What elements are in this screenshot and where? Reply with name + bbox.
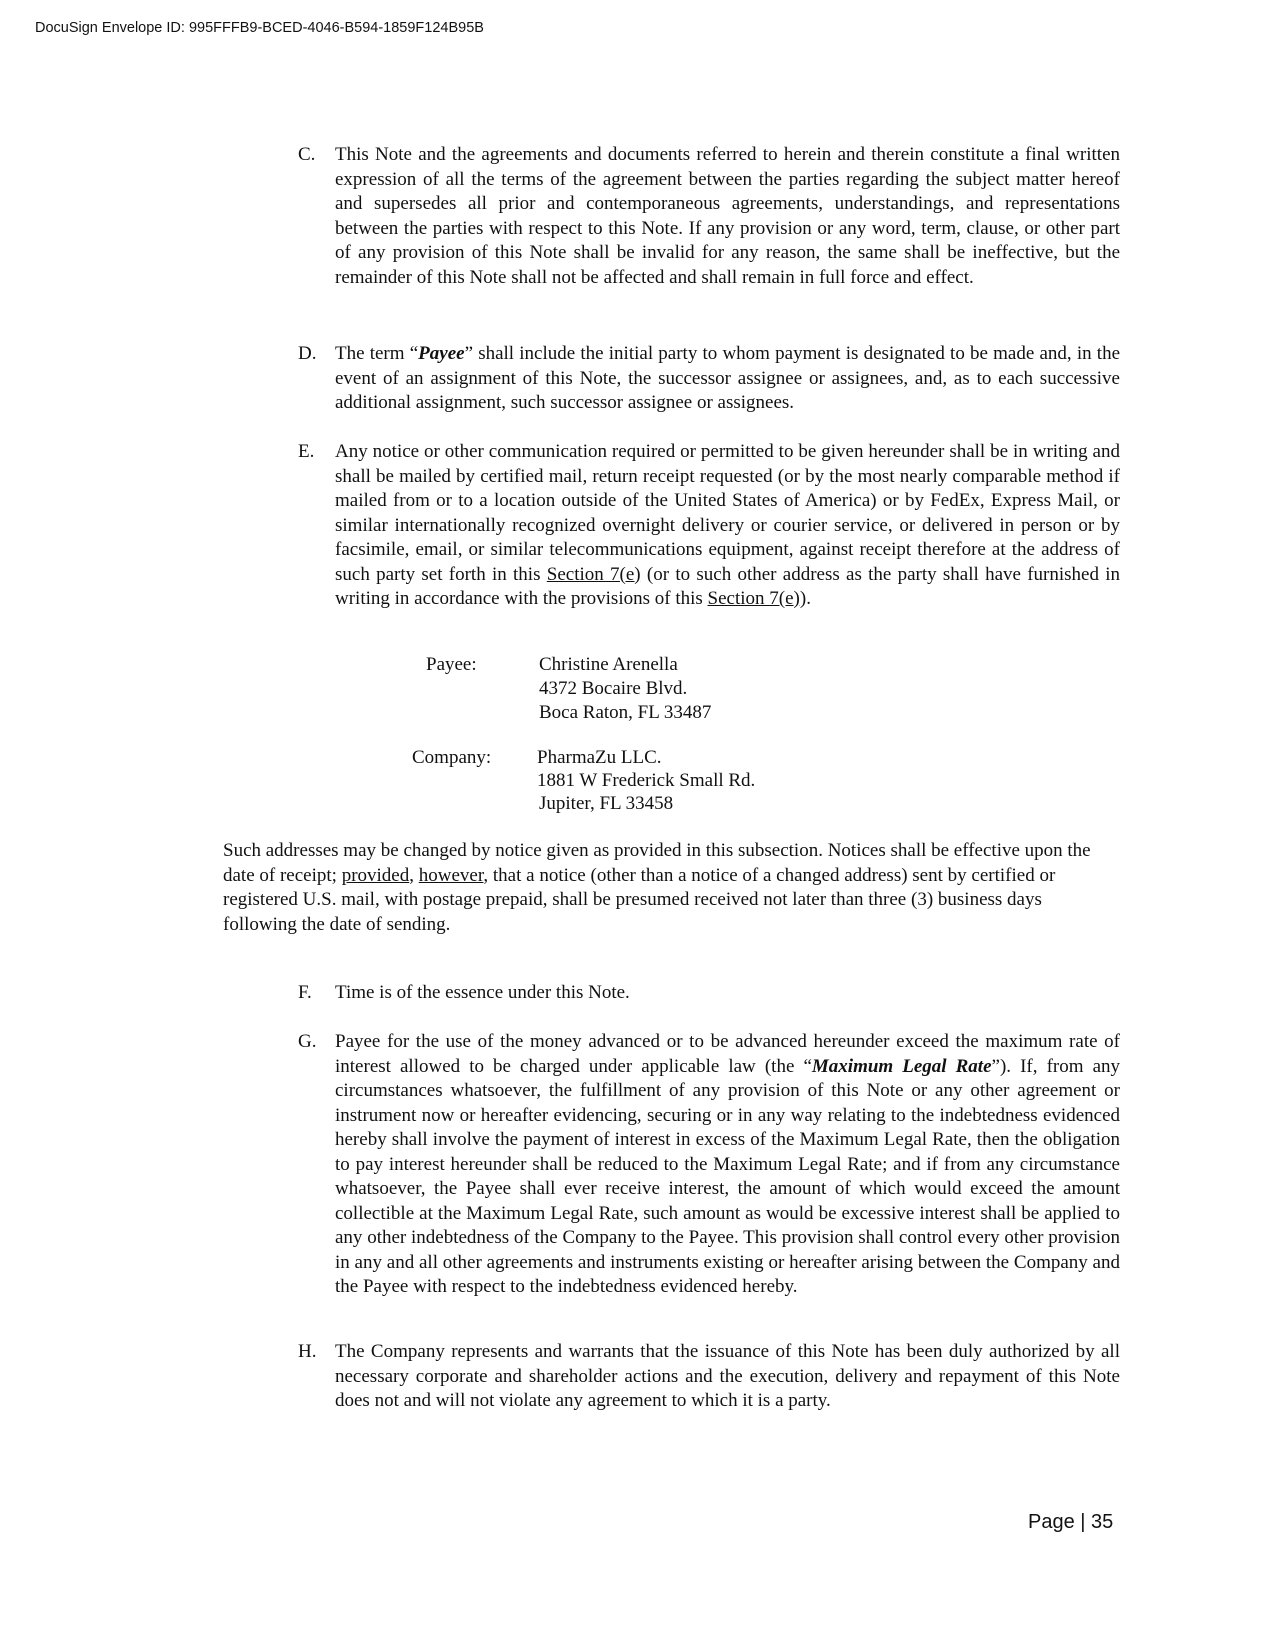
- company-name: PharmaZu LLC.: [537, 747, 662, 768]
- company-street: 1881 W Frederick Small Rd.: [537, 770, 756, 791]
- clause-letter: H.: [298, 1341, 317, 1362]
- section-reference: Section 7(e): [546, 563, 641, 585]
- clause-f: [298, 981, 1120, 1006]
- notice-paragraph: Such addresses may be changed by notice given as provided in this subsection. Notices shall be effective upon the date of receipt; provided, however, that a notice (other than a notice of a changed address) sent by certified or registered U.S. mail, with postage prepaid, shall be presumed received not later than three (3) business days following the date of sending.: [223, 840, 1091, 935]
- however-term: however: [418, 864, 484, 886]
- clause-letter: E.: [298, 441, 315, 462]
- defined-term-payee: Payee: [418, 343, 465, 364]
- page-number: Page | 35: [1028, 1511, 1114, 1533]
- clause-d: [298, 342, 1120, 416]
- payee-city: Boca Raton, FL 33487: [539, 702, 712, 723]
- clause-letter: C.: [298, 144, 316, 165]
- clause-e: [298, 440, 1120, 612]
- payee-label: Payee:: [426, 654, 477, 675]
- payee-street: 4372 Bocaire Blvd.: [539, 678, 688, 699]
- clause-text: The Company represents and warrants that the issuance of this Note has been duly authorized by all necessary corporate and shareholder actions and the execution, delivery and repayment of this Note does not and will not violate any agreement to which it is a party.: [335, 1341, 1120, 1411]
- provided-term: provided: [341, 864, 410, 886]
- clause-text: Payee for the use of the money advanced or to be advanced hereunder exceed the maximum rate of interest allowed to be charged under applicable law (the “Maximum Legal Rate”). If, from any circumstances whatsoever, the fulfillment of any provision of this Note or any other agreement or instrument now or hereafter evidencing, securing or in any way relating to the indebtedness evidenced hereby shall involve the payment of interest in excess of the Maximum Legal Rate, then the obligation to pay interest hereunder shall be reduced to the Maximum Legal Rate; and if from any circumstance whatsoever, the Payee shall ever receive interest, the amount of which would exceed the amount collectible at the Maximum Legal Rate, such amount as would be excessive interest shall be applied to any other indebtedness of the Company to the Payee. This provision shall control every other provision in any and all other agreements and instruments existing or hereafter arising between the Company and the Payee with respect to the indebtedness evidenced hereby.: [335, 1031, 1121, 1297]
- company-label: Company:: [412, 747, 492, 768]
- docusign-envelope-id: DocuSign Envelope ID: 995FFFB9-BCED-4046-B594-1859F124B95B: [35, 20, 484, 36]
- payee-name: Christine Arenella: [539, 654, 678, 675]
- company-city: Jupiter, FL 33458: [539, 793, 674, 814]
- clause-text: Any notice or other communication required or permitted to be given hereunder shall be in writing and shall be mailed by certified mail, return receipt requested (or by the most nearly comparable method if mailed from or to a location outside of the United States of America) or by FedEx, Express Mail, or similar internationally recognized overnight delivery or courier service, or delivered in person or by facsimile, email, or similar telecommunications equipment, against receipt therefore at the address of such party set forth in this Section 7(e) (or to such other address as the party shall have furnished in writing in accordance with the provisions of this Section 7(e)).: [335, 441, 1121, 609]
- section-reference: Section 7(e): [707, 588, 800, 609]
- clause-letter: D.: [298, 343, 317, 364]
- clause-letter: F.: [298, 982, 312, 1003]
- clause-text: Time is of the essence under this Note.: [335, 982, 630, 1003]
- clause-text: This Note and the agreements and documents referred to herein and therein constitute a final written expression of all the terms of the agreement between the parties regarding the subject matter hereof and supersedes all prior and contemporaneous agreements, understandings, and representations between the parties with respect to this Note. If any provision or any word, term, clause, or other part of any provision of this Note shall be invalid for any reason, the same shall be ineffective, but the remainder of this Note shall not be affected and shall remain in full force and effect.: [335, 144, 1120, 288]
- defined-term-maximum-legal-rate: Maximum Legal Rate: [811, 1055, 992, 1077]
- clause-c: [298, 143, 1120, 290]
- clause-h: [298, 1340, 1120, 1414]
- clause-g: [298, 1030, 1120, 1300]
- clause-letter: G.: [298, 1031, 317, 1052]
- clause-text: The term “Payee” shall include the initial party to whom payment is designated to be made and, in the event of an assignment of this Note, the successor assignee or assignees, and, as to each successive additional assignment, such successor assignee or assignees.: [335, 343, 1120, 413]
